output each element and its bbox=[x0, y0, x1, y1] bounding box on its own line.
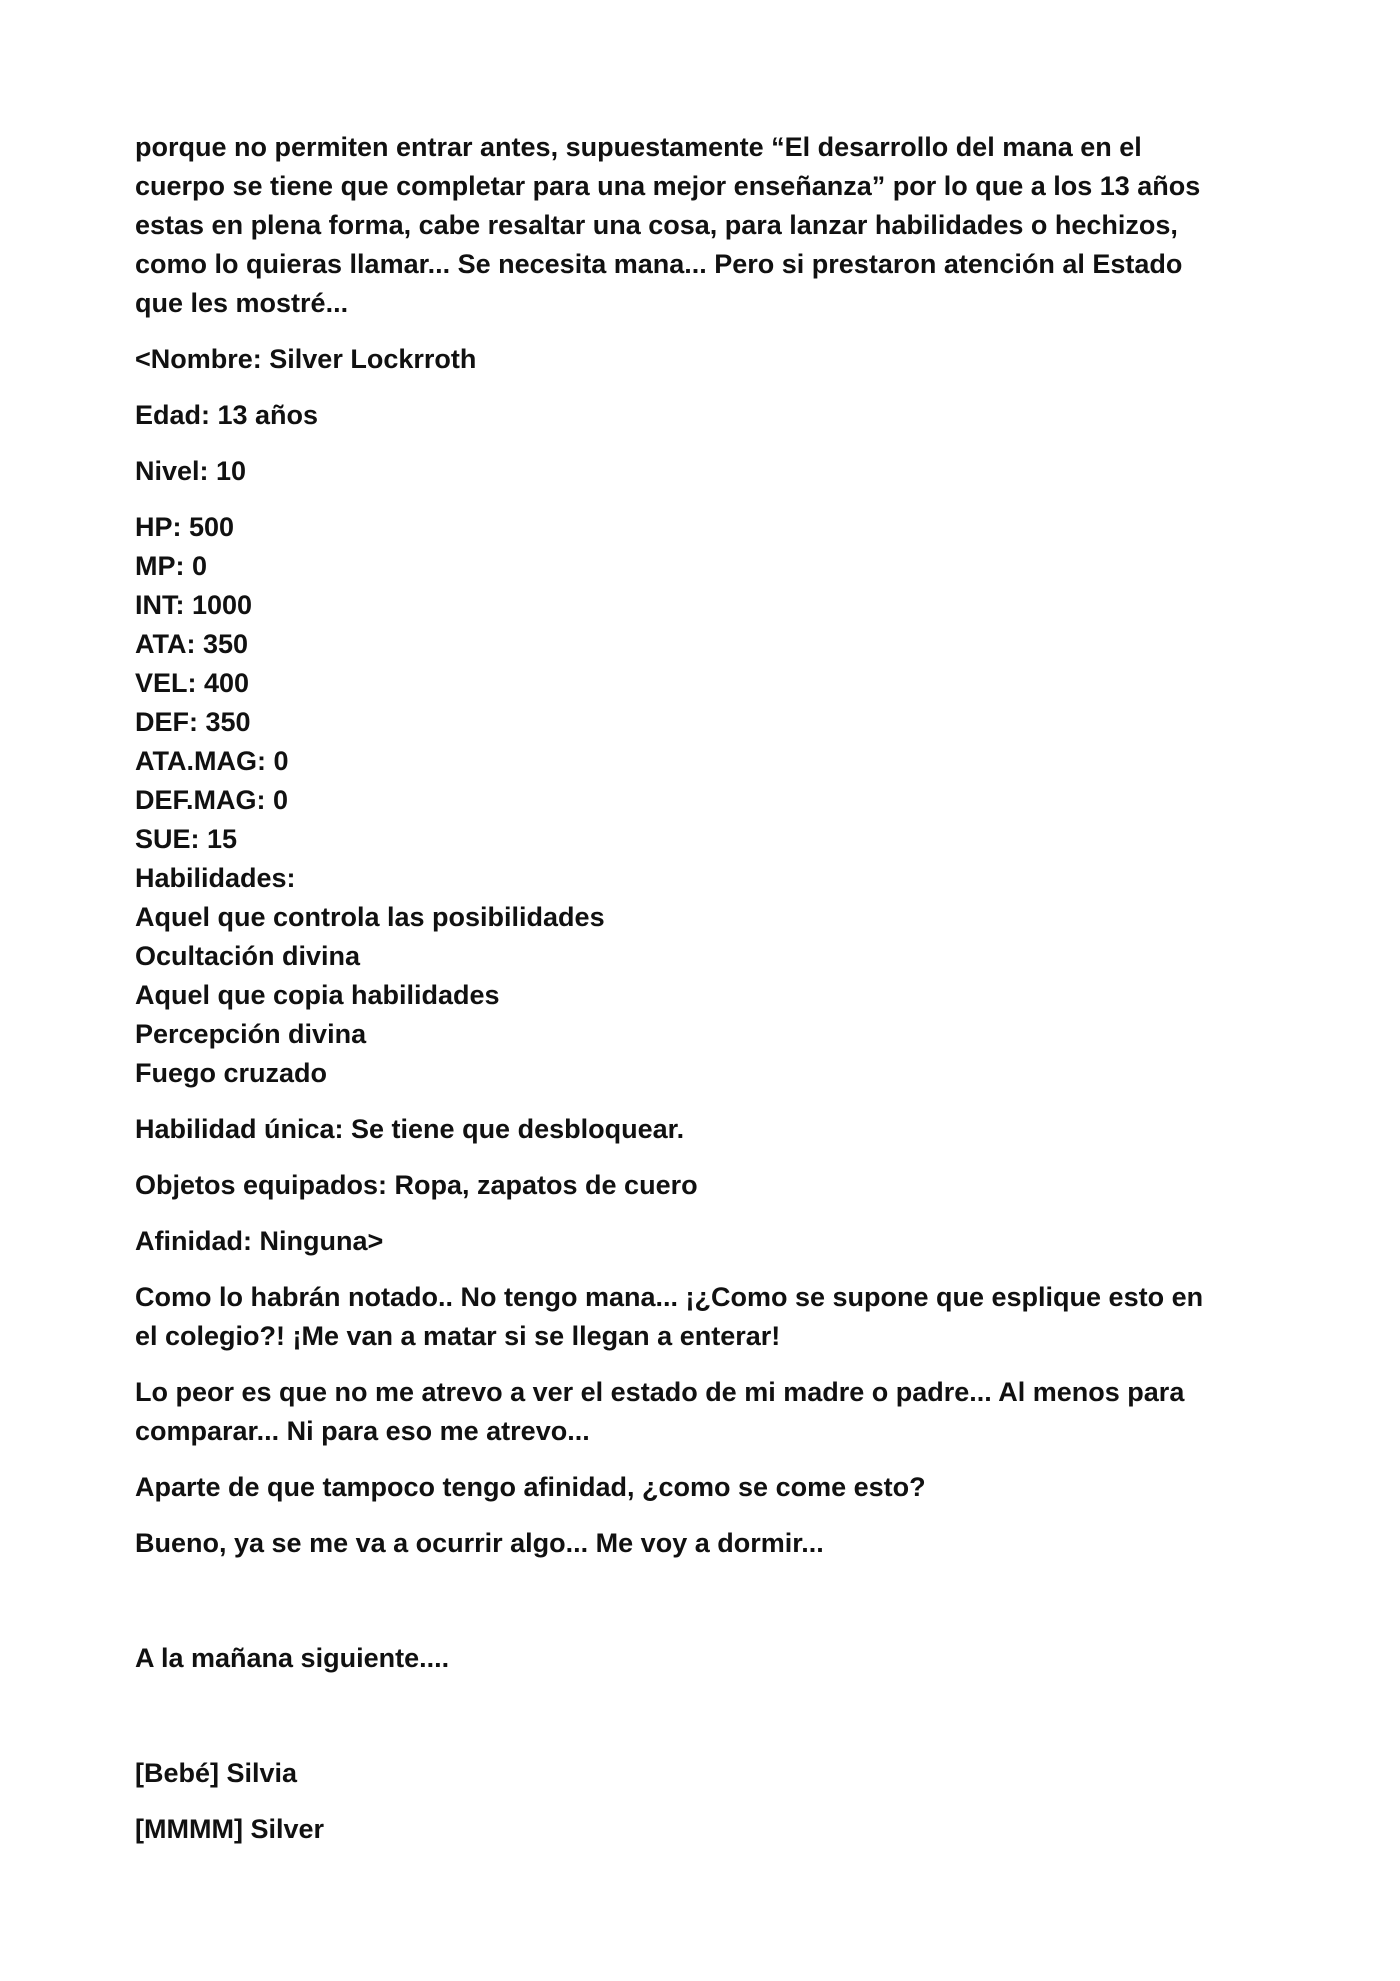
skill-item: Ocultación divina bbox=[135, 941, 361, 971]
status-unique-skill: Habilidad única: Se tiene que desbloquear. bbox=[135, 1114, 685, 1144]
stat-vel: VEL: 400 bbox=[135, 668, 250, 698]
document-page bbox=[135, 128, 1285, 1866]
status-equipped: Objetos equipados: Ropa, zapatos de cuero bbox=[135, 1170, 698, 1200]
text-line: comparar... Ni para eso me atrevo... bbox=[135, 1416, 590, 1446]
text-line: porque no permiten entrar antes, supuestamente “El desarrollo del mana en el bbox=[135, 132, 1142, 162]
stat-def-mag: DEF.MAG: 0 bbox=[135, 785, 289, 815]
skill-item: Aquel que copia habilidades bbox=[135, 980, 500, 1010]
stat-mp: MP: 0 bbox=[135, 551, 208, 581]
status-stats-block bbox=[135, 508, 1285, 1093]
text-line: como lo quieras llamar... Se necesita mana... Pero si prestaron atención al Estado bbox=[135, 249, 1183, 279]
text-line: Lo peor es que no me atrevo a ver el estado de mi madre o padre... Al menos para bbox=[135, 1377, 1185, 1407]
stat-ata: ATA: 350 bbox=[135, 629, 249, 659]
intro-paragraph bbox=[135, 128, 1285, 323]
status-affinity: Afinidad: Ninguna> bbox=[135, 1226, 384, 1256]
scene-break-morning: A la mañana siguiente.... bbox=[135, 1643, 450, 1673]
stat-ata-mag: ATA.MAG: 0 bbox=[135, 746, 289, 776]
text-line: Como lo habrán notado.. No tengo mana... ¡¿Como se supone que esplique esto en bbox=[135, 1282, 1204, 1312]
status-level: Nivel: 10 bbox=[135, 456, 247, 486]
name-label-silvia: [Bebé] Silvia bbox=[135, 1758, 298, 1788]
text-line: estas en plena forma, cabe resaltar una cosa, para lanzar habilidades o hechizos, bbox=[135, 210, 1178, 240]
paragraph-no-mana bbox=[135, 1278, 1285, 1356]
status-name: <Nombre: Silver Lockrroth bbox=[135, 344, 477, 374]
stat-int: INT: 1000 bbox=[135, 590, 253, 620]
skill-item: Fuego cruzado bbox=[135, 1058, 328, 1088]
skill-item: Percepción divina bbox=[135, 1019, 367, 1049]
paragraph-affinity: Aparte de que tampoco tengo afinidad, ¿como se come esto? bbox=[135, 1472, 926, 1502]
paragraph-parents bbox=[135, 1373, 1285, 1451]
name-label-silver: [MMMM] Silver bbox=[135, 1814, 324, 1844]
skill-item: Aquel que controla las posibilidades bbox=[135, 902, 605, 932]
text-line: el colegio?! ¡Me van a matar si se llegan a enterar! bbox=[135, 1321, 781, 1351]
skills-heading: Habilidades: bbox=[135, 863, 296, 893]
stat-hp: HP: 500 bbox=[135, 512, 235, 542]
text-line: que les mostré... bbox=[135, 288, 349, 318]
stat-def: DEF: 350 bbox=[135, 707, 251, 737]
status-age: Edad: 13 años bbox=[135, 400, 319, 430]
stat-sue: SUE: 15 bbox=[135, 824, 238, 854]
paragraph-sleep: Bueno, ya se me va a ocurrir algo... Me voy a dormir... bbox=[135, 1528, 824, 1558]
text-line: cuerpo se tiene que completar para una mejor enseñanza” por lo que a los 13 años bbox=[135, 171, 1201, 201]
